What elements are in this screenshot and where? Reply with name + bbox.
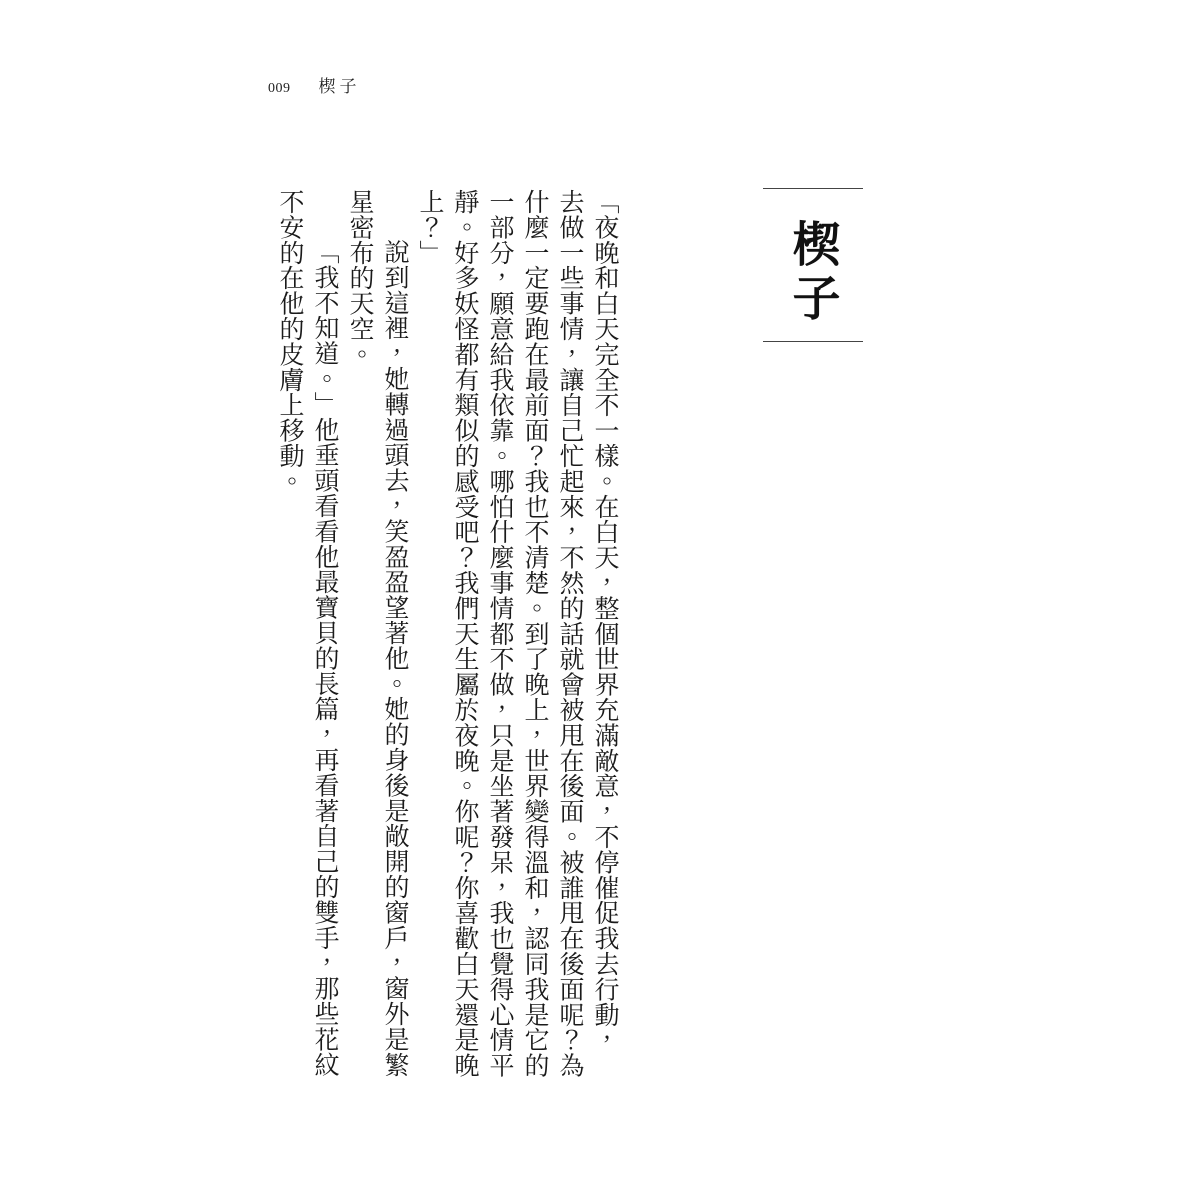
page-number: 009	[268, 81, 291, 96]
text-column: 去做一些事情，讓自己忙起來，不然的話就會被甩在後面。被誰甩在後面呢？為	[556, 189, 585, 1078]
text-column: 一部分，願意給我依靠。哪怕什麼事情都不做，只是坐著發呆，我也覺得心情平	[486, 189, 515, 1078]
running-title: 楔子	[318, 77, 361, 97]
text-column: 星密布的天空。	[346, 189, 375, 367]
running-header	[268, 72, 361, 97]
text-column: 上？」	[416, 189, 445, 266]
chapter-title: 楔子	[784, 219, 840, 327]
text-column: 靜。好多妖怪都有類似的感受吧？我們天生屬於夜晚。你呢？你喜歡白天還是晚	[451, 189, 480, 1078]
heading-rule-top	[763, 188, 863, 189]
body-text	[273, 189, 623, 1089]
text-column: 「夜晚和白天完全不一樣。在白天，整個世界充滿敵意，不停催促我去行動，	[591, 189, 620, 1053]
paragraph-2	[343, 189, 413, 1089]
text-column: 說到這裡，她轉過頭去，笑盈盈望著他。她的身後是敞開的窗戶，窗外是繁	[381, 239, 410, 1078]
paragraph-3	[273, 189, 343, 1089]
heading-rule-bottom	[763, 341, 863, 342]
paragraph-1	[413, 189, 623, 1089]
text-column: 什麼一定要跑在最前面？我也不清楚。到了晚上，世界變得溫和，認同我是它的	[521, 189, 550, 1078]
text-column: 不安的在他的皮膚上移動。	[276, 189, 305, 494]
text-column: 「我不知道。」他垂頭看看他最寶貝的長篇，再看著自己的雙手，那些花紋	[311, 239, 340, 1078]
